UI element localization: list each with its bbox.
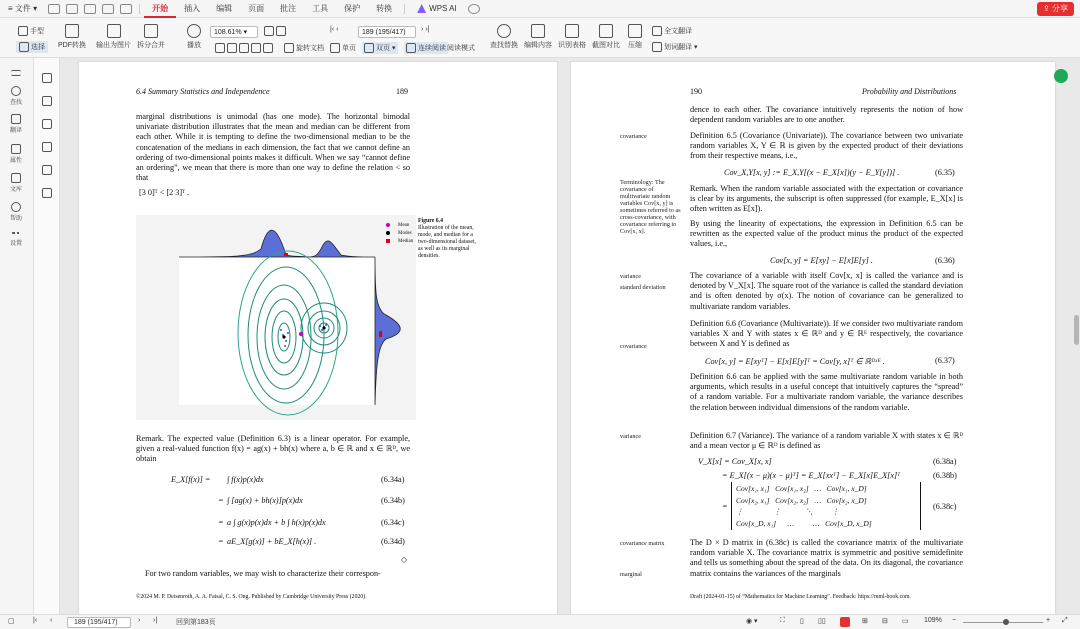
covariance-matrix: Cov[x₁, x₁] Cov[x₁, x₂] … Cov[x₁, x_D] Cov[x₂, x₁] Cov[x₂, x₂] … Cov[x₂, x_D] ⋮ ⋮ ⋱ ⋮ Cov[x_D, x₁] … … Cov[x_D, x_D] xyxy=(731,482,921,530)
rotate-icon xyxy=(284,43,294,53)
continuous-icon xyxy=(406,43,416,53)
actual-size-icon[interactable] xyxy=(239,43,249,53)
split-merge-button[interactable]: 拆分合并 xyxy=(137,24,165,50)
rotate-left-icon[interactable] xyxy=(251,43,261,53)
margin-note: covariance xyxy=(620,343,647,350)
paragraph: marginal distributions is unimodal (has one mode). The horizontal bimodal univariate distribution illustrates that the mean and median can be different from each other. While it is tempting to define the two-dimensional median to be the concatenation of the medians in each dimension, the fact that we cannot define an ordering of two-dimensional points makes it difficult. When we say “cannot define an ordering”, we mean that there is more than one way to define the relation < so that xyxy=(136,112,410,183)
layers-icon[interactable] xyxy=(42,188,52,198)
margin-note: variance xyxy=(620,273,641,280)
zoom-out-icon[interactable]: − xyxy=(952,617,957,624)
play-icon[interactable] xyxy=(840,617,850,629)
reading-mode-button[interactable]: 阅读模式 xyxy=(447,45,475,52)
end-of-remark: ◇ xyxy=(401,555,408,564)
fit-page-icon[interactable] xyxy=(215,43,225,53)
prev-page-icon[interactable]: ‹ xyxy=(50,617,53,624)
hand-icon xyxy=(18,26,28,36)
equation-number: (6.38b) xyxy=(933,471,957,480)
redo-icon[interactable] xyxy=(120,4,132,14)
equation-number: (6.34b) xyxy=(381,496,405,505)
equation-number: (6.35) xyxy=(935,168,955,177)
double-page-button[interactable]: 双页 ▾ xyxy=(362,42,398,54)
thumbnail-toolbar xyxy=(34,58,60,614)
zoom-slider[interactable] xyxy=(963,622,1043,623)
double-view-icon[interactable]: ▯▯ xyxy=(818,618,826,625)
play-button[interactable]: 播放 xyxy=(187,24,201,50)
tab-insert[interactable]: 插入 xyxy=(184,3,201,13)
settings-panel-button[interactable]: 设置 xyxy=(0,232,32,247)
last-page-icon[interactable]: ›| xyxy=(153,617,158,624)
select-tool[interactable]: 选择 xyxy=(16,41,48,53)
compress-button[interactable]: 压缩 xyxy=(628,24,642,50)
convert-icon xyxy=(65,24,79,38)
menu-bar xyxy=(0,0,1080,18)
contour-plot xyxy=(136,215,416,420)
full-translate-button[interactable]: 全文翻译 xyxy=(652,26,692,36)
margin-note: covariance xyxy=(620,133,647,140)
vertical-scrollbar[interactable] xyxy=(1074,75,1079,615)
equation-number: (6.37) xyxy=(935,356,955,365)
image-icon xyxy=(107,24,121,38)
equation-number: (6.38a) xyxy=(933,457,957,466)
collapse-panel[interactable] xyxy=(0,70,32,77)
paragraph: Definition 6.6 can be applied with the same multivariate random variable in both arguments, which results in a useful concept that intuitively captures the “spread” of a random variable. For a multivariate random variable, the variance describes the relation between individual dimensions of the random variable. xyxy=(690,372,963,412)
edit-icon xyxy=(531,24,545,38)
page-number: 190 xyxy=(690,87,702,96)
single-page-button[interactable]: 单页 xyxy=(330,43,356,53)
tab-page[interactable]: 页面 xyxy=(248,3,265,13)
share-button[interactable]: ⇪ 分享 xyxy=(1037,2,1074,16)
rotate-right-icon[interactable] xyxy=(263,43,273,53)
find-replace-button[interactable]: 查找替换 xyxy=(490,24,518,50)
zoom-slider-knob[interactable] xyxy=(1003,619,1009,625)
tab-protect[interactable]: 保护 xyxy=(344,3,361,13)
paragraph: The D × D matrix in (6.38c) is called the covariance matrix of the multivariate random variable X. The covariance matrix is symmetric and positive semidefinite and tells us something about the spread of the data. On its diagonal, the covariance matrix contains the variances of the marginals xyxy=(690,538,963,578)
translate-icon xyxy=(652,26,662,36)
figure-caption: Figure 6.4 Illustration of the mean, mode, and median for a two-dimensional dataset, as well as its marginal densities. xyxy=(418,218,476,259)
next-page-icon[interactable]: › xyxy=(138,617,141,624)
remark-paragraph: Remark. When the random variable associated with the expectation or covariance is clear by its arguments, the subscript is often suppressed (for example, E_X[x] is often written as E[x]). xyxy=(690,184,963,214)
help-icon xyxy=(11,202,21,212)
equation: ∫ f(x)p(x)dx xyxy=(227,475,264,484)
paragraph: By using the linearity of expectations, the expression in Definition 6.5 can be rewritten as the expected value of the product minus the product of the expected values, i.e., xyxy=(690,219,963,249)
width-icon[interactable]: ⊟ xyxy=(882,618,888,625)
word-translate-button[interactable]: 划词翻译 ▾ xyxy=(652,42,698,52)
fit-width-icon[interactable] xyxy=(227,43,237,53)
file-menu[interactable]: ≡ 文件 ▾ xyxy=(8,3,38,13)
equation: Cov[x, y] = E[xyᵀ] − E[x]E[y]ᵀ = Cov[y, x]ᵀ ∈ ℝᴰˣᴱ . xyxy=(705,357,885,366)
zoom-in-icon[interactable]: + xyxy=(1046,617,1051,624)
pdf-page-190: 190 Probability and Distributions dence to each other. The covariance intuitively represents the notion of how dependent random variables are to one another. covariance Definition 6.5 (Covariance (Univariate)). The covariance between two univariate random variables X, Y ∈ ℝ is given by the expected product of their deviations from their respective means, i.e., Cov_X,Y[x, y] := E_X,Y[(x − E_X[x])(y − E_Y[y])] . (6.35) Terminology: The covariance of multivariate random variables Cov[x, y] is sometimes referred to as cross-covariance, with covariance referring to Cov[x, x]. Remark. When the random variable associated with the expectation or covariance is clear by its arguments, the subscript is often suppressed (for example, E_X[x] is often written as E[x]). By using the linearity of expectations, the expression in Definition 6.5 can be rewritten as the expected value of the product minus the product of the expected values, i.e., Cov[x, y] = E[xy] − E[x]E[y] . (6.36) variance standard deviation The covariance of a variable with itself Cov[x, x] is called the variance and is denoted by V_X[x]. The square root of the variance is called the standard deviation and is often denoted by σ(x). The notion of covariance can be generalized to multivariate random variables. covariance Definition 6.6 (Covariance (Multivariate)). If we consider two multivariate random variables X and Y with states x ∈ ℝᴰ and y ∈ ℝᴱ respectively, the covariance between X and Y is defined as Cov[x, y] = E[xyᵀ] − E[x]E[y]ᵀ = Cov[y, x]ᵀ ∈ ℝᴰˣᴱ . (6.37) Definition 6.6 can be applied with the same multivariate random variable in both arguments, which results in a useful concept that intuitively captures the “spread” of a random variable. For a multivariate random variable, the variance describes the relation between individual dimensions of the random variable. variance Definition 6.7 (Variance). The variance of a random variable X with states x ∈ ℝᴰ and a mean vector μ ∈ ℝᴰ is defined as V_X[x] = Cov_X[x, x] (6.38a) = E_X[(x − μ)(x − μ)ᵀ] = E_X[xxᵀ] − E_X[x]E_X[x]ᵀ (6.38b) Cov[x₁, x₁] Cov[x₁, x₂] … Cov[x₁, x_D] Cov[x₂, x₁] Cov[x₂, x₂] … Cov[x₂, x_D] ⋮ ⋮ ⋱ ⋮ Cov[x_D, x₁] … … Cov[x_D, x_D] = (6.38c) covariance matrix The D × D matrix in (6.38c) is called the covariance matrix of the multivariate random variable X. The covariance matrix is symmetric and positive semidefinite and tells us something about the spread of the data. On its diagonal, the covariance matrix contains the variances of the marginals marginal Draft (2024-01-15) of “Mathematics for Machine Learning”. Feedback: https://mml-book.com. xyxy=(571,62,1055,614)
equation: aE_X[g(x)] + bE_X[h(x)] . xyxy=(227,537,317,546)
properties-icon xyxy=(11,144,21,154)
definition-6-7: Definition 6.7 (Variance). The variance of a random variable X with states x ∈ ℝᴰ and a mean vector μ ∈ ℝᴰ is defined as xyxy=(690,431,963,451)
equation-number: (6.38c) xyxy=(933,502,957,511)
library-panel-button[interactable]: 文库 xyxy=(0,173,32,193)
page-footer: Draft (2024-01-15) of “Mathematics for Machine Learning”. Feedback: https://mml-book.com. xyxy=(690,594,912,600)
definition-6-5: Definition 6.5 (Covariance (Univariate)). The covariance between two univariate random variables X, Y ∈ ℝ is given by the expected product of their deviations from their respective means, i.e., xyxy=(690,131,963,161)
equation-number: (6.34c) xyxy=(381,518,405,527)
margin-note: standard deviation xyxy=(620,284,666,291)
remark-paragraph: Remark. The expected value (Definition 6.3) is a linear operator. For example, given a real-valued function f(x) = ag(x) + bh(x) where a, b ∈ ℝ and x ∈ ℝᴰ, we obtain xyxy=(136,434,410,464)
tab-tools[interactable]: 工具 xyxy=(312,3,329,13)
recognize-table-button[interactable]: 识别表格 xyxy=(558,24,586,50)
menu-icon xyxy=(11,70,21,76)
print-icon[interactable] xyxy=(84,4,96,14)
margin-note: covariance matrix xyxy=(620,540,665,547)
definition-6-6: Definition 6.6 (Covariance (Multivariate)). If we consider two multivariate random variables X and Y with states x ∈ ℝᴰ and y ∈ ℝᴱ respectively, the covariance between X and Y is defined as xyxy=(690,319,963,349)
pdf-convert-button[interactable]: PDF转换 xyxy=(58,24,86,50)
export-image-button[interactable]: 输出为图片 xyxy=(96,24,131,50)
rotate-doc-button[interactable]: 旋转文档 xyxy=(284,43,324,53)
screenshot-compare-button[interactable]: 截图对比 xyxy=(592,24,620,50)
equation: ∫ [ag(x) + bh(x)]p(x)dx xyxy=(227,496,303,505)
margin-note: variance xyxy=(620,433,641,440)
translate-panel-button[interactable]: 翻译 xyxy=(0,114,32,134)
running-header: 6.4 Summary Statistics and Independence xyxy=(136,87,270,96)
left-panel xyxy=(0,58,34,614)
page-footer: ©2024 M. P. Deisenroth, A. A. Faisal, C. S. Ong. Published by Cambridge University Press (2020). xyxy=(136,594,367,600)
more-icon xyxy=(11,232,21,237)
back-to-page-link[interactable]: 回到第183页 xyxy=(176,619,216,626)
ai-assistant-button[interactable] xyxy=(1054,69,1068,83)
wps-ai-button[interactable]: WPS AI xyxy=(409,4,465,13)
thumbnail-icon[interactable] xyxy=(42,96,52,106)
single-page-icon xyxy=(330,43,340,53)
save-icon[interactable] xyxy=(66,4,78,14)
zoom-out-icon[interactable] xyxy=(264,26,274,36)
scrollbar-thumb[interactable] xyxy=(1074,315,1079,345)
zoom-select[interactable]: 108.61% ▾ xyxy=(210,26,258,38)
last-page-icon[interactable]: ›| xyxy=(425,26,430,33)
fit-icon[interactable]: ⊞ xyxy=(862,618,868,625)
tab-edit[interactable]: 编辑 xyxy=(216,3,233,13)
prev-page-icon[interactable]: ‹ xyxy=(336,26,339,33)
page-number: 189 xyxy=(396,87,408,96)
sidebar-toggle-icon[interactable]: ▢ xyxy=(8,618,15,625)
search-icon[interactable] xyxy=(468,4,480,14)
attachment-icon[interactable] xyxy=(42,142,52,152)
page-input[interactable]: 189 (195/417) xyxy=(358,26,416,38)
equation: = xyxy=(218,518,224,527)
library-icon xyxy=(11,173,21,183)
equation: V_X[x] = Cov_X[x, x] xyxy=(698,457,772,466)
help-panel-button[interactable]: 帮助 xyxy=(0,202,32,222)
cursor-icon xyxy=(19,42,29,52)
play-icon xyxy=(187,24,201,38)
comment-icon[interactable] xyxy=(42,119,52,129)
first-page-icon[interactable]: |‹ xyxy=(33,617,38,624)
margin-note: marginal xyxy=(620,571,642,578)
word-translate-icon xyxy=(652,42,662,52)
ribbon-toolbar xyxy=(0,18,1080,58)
equation: Cov[x, y] = E[xy] − E[x]E[y] . xyxy=(770,256,873,265)
eye-icon[interactable]: ◉ ▾ xyxy=(746,618,758,625)
equation: a ∫ g(x)p(x)dx + b ∫ h(x)p(x)dx xyxy=(227,518,326,527)
properties-panel-button[interactable]: 属性 xyxy=(0,144,32,164)
equation-number: (6.34d) xyxy=(381,537,405,546)
split-icon xyxy=(144,24,158,38)
status-page-input[interactable]: 189 (195/417) xyxy=(67,617,131,628)
figure-legend: Mean Modes Median xyxy=(398,223,414,244)
fullscreen-icon[interactable]: ⛶ xyxy=(780,617,785,624)
first-page-icon[interactable]: |‹ xyxy=(330,26,335,33)
equation: Cov_X,Y[x, y] := E_X,Y[(x − E_X[x])(y − E_Y[y])] . xyxy=(724,168,900,177)
equation-number: (6.34a) xyxy=(381,475,405,484)
page-view-icon[interactable]: ▭ xyxy=(902,618,909,625)
equation: = xyxy=(218,496,224,505)
paragraph: For two random variables, we may wish to characterize their correspon- xyxy=(145,569,381,578)
running-header: Probability and Distributions xyxy=(862,87,957,96)
tab-start[interactable]: 开始 xyxy=(144,0,176,18)
hand-tool[interactable]: 手型 xyxy=(18,26,44,36)
zoom-in-icon[interactable] xyxy=(276,26,286,36)
translate-icon xyxy=(11,114,21,124)
next-page-icon[interactable]: › xyxy=(421,26,424,33)
paragraph: The covariance of a variable with itself Cov[x, x] is called the variance and is denoted by V_X[x]. The square root of the variance is called the standard deviation and is often denoted by σ(x). The notion of covariance can be generalized to multivariate random variables. xyxy=(690,271,963,311)
wps-ai-icon xyxy=(417,4,426,13)
equation: = E_X[(x − μ)(x − μ)ᵀ] = E_X[xxᵀ] − E_X[x]E_X[x]ᵀ xyxy=(722,471,901,480)
screenshot-icon xyxy=(599,24,613,38)
open-icon[interactable] xyxy=(48,4,60,14)
margin-note: Terminology: The covariance of multivariate random variables Cov[x, y] is sometimes referred to as cross-covariance, with covariance referring to Cov[x, x]. xyxy=(620,179,681,235)
pdf-page-189 xyxy=(79,62,557,614)
search-icon xyxy=(11,86,21,96)
paragraph: dence to each other. The covariance intuitively represents the notion of how dependent random variables are to one another. xyxy=(690,105,963,125)
magnifier-icon xyxy=(497,24,511,38)
inequality: [3 0]ᵀ < [2 3]ᵀ . xyxy=(139,188,190,197)
equation-number: (6.36) xyxy=(935,256,955,265)
edit-content-button[interactable]: 编辑内容 xyxy=(524,24,552,50)
zoom-level[interactable]: 109% xyxy=(924,617,942,624)
table-icon xyxy=(565,24,579,38)
status-bar xyxy=(0,614,1080,629)
compress-icon xyxy=(628,24,642,38)
bookmark-icon[interactable] xyxy=(42,73,52,83)
expand-icon[interactable]: ⤢ xyxy=(1062,617,1068,624)
undo-icon[interactable] xyxy=(102,4,114,14)
double-page-icon xyxy=(364,43,374,53)
equation: E_X[f(x)] = xyxy=(171,475,211,484)
single-view-icon[interactable]: ▯ xyxy=(800,618,804,625)
equation: = xyxy=(218,537,224,546)
figure-mean-mode-median xyxy=(136,215,416,420)
search-panel-button[interactable]: 查找 xyxy=(0,86,32,106)
tab-convert[interactable]: 转换 xyxy=(376,3,393,13)
continuous-read-button[interactable]: 连续阅读 xyxy=(404,42,448,54)
signature-icon[interactable] xyxy=(42,165,52,175)
tab-annotate[interactable]: 批注 xyxy=(280,3,297,13)
